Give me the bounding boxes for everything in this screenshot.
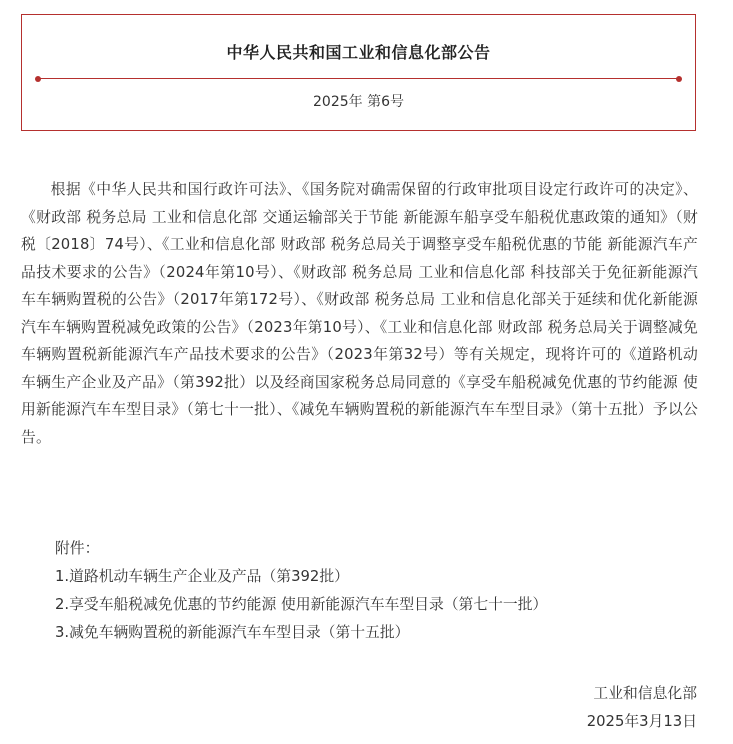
- announcement-header: [21, 14, 696, 131]
- divider-dot-right: [676, 76, 682, 82]
- signature-date: 2025年3月13日: [586, 713, 697, 730]
- signature-org: 工业和信息化部: [593, 685, 697, 702]
- announcement-number: 2025年 第6号: [313, 94, 404, 110]
- attachment-item-1: 1.道路机动车辆生产企业及产品（第392批）: [55, 568, 349, 585]
- announcement-body: 根据《中华人民共和国行政许可法》、《国务院对确需保留的行政审批项目设定行政许可的决定》、《财政部 税务总局 工业和信息化部 交通运输部关于节能 新能源车船享受车船税优惠政策的通知》（财税〔2018〕74号）、《工业和信息化部 财政部 税务总局关于调整享受车船税优惠的节能 新能源汽车产品技术要求的公告》（2024年第10号）、《财政部 税务总局 工业和信息化部 科技部关于免征新能源汽车车辆购置税的公告》（2017年第172号）、《财政部 税务总局 工业和信息化部关于延续和优化新能源汽车车辆购置税减免政策的公告》（2023年第10号）、《工业和信息化部 财政部 税务总局关于调整减免车辆购置税新能源汽车产品技术要求的公告》（2023年第32号）等有关规定，现将许可的《道路机动车辆生产企业及产品》（第392批）以及经商国家税务总局同意的《享受车船税减免优惠的节约能源 使用新能源汽车车型目录》（第七十一批）、《减免车辆购置税的新能源汽车车型目录》（第十五批）予以公告。: [21, 181, 698, 446]
- divider-dot-left: [35, 76, 41, 82]
- attachments-label: 附件：: [55, 540, 100, 557]
- header-divider: [38, 78, 679, 79]
- attachment-item-2: 2.享受车船税减免优惠的节约能源 使用新能源汽车车型目录（第七十一批）: [55, 596, 548, 613]
- announcement-title: 中华人民共和国工业和信息化部公告: [226, 43, 491, 62]
- attachment-item-3: 3.减免车辆购置税的新能源汽车车型目录（第十五批）: [55, 624, 410, 641]
- signature-block: [587, 680, 697, 736]
- attachments-section: [55, 535, 695, 647]
